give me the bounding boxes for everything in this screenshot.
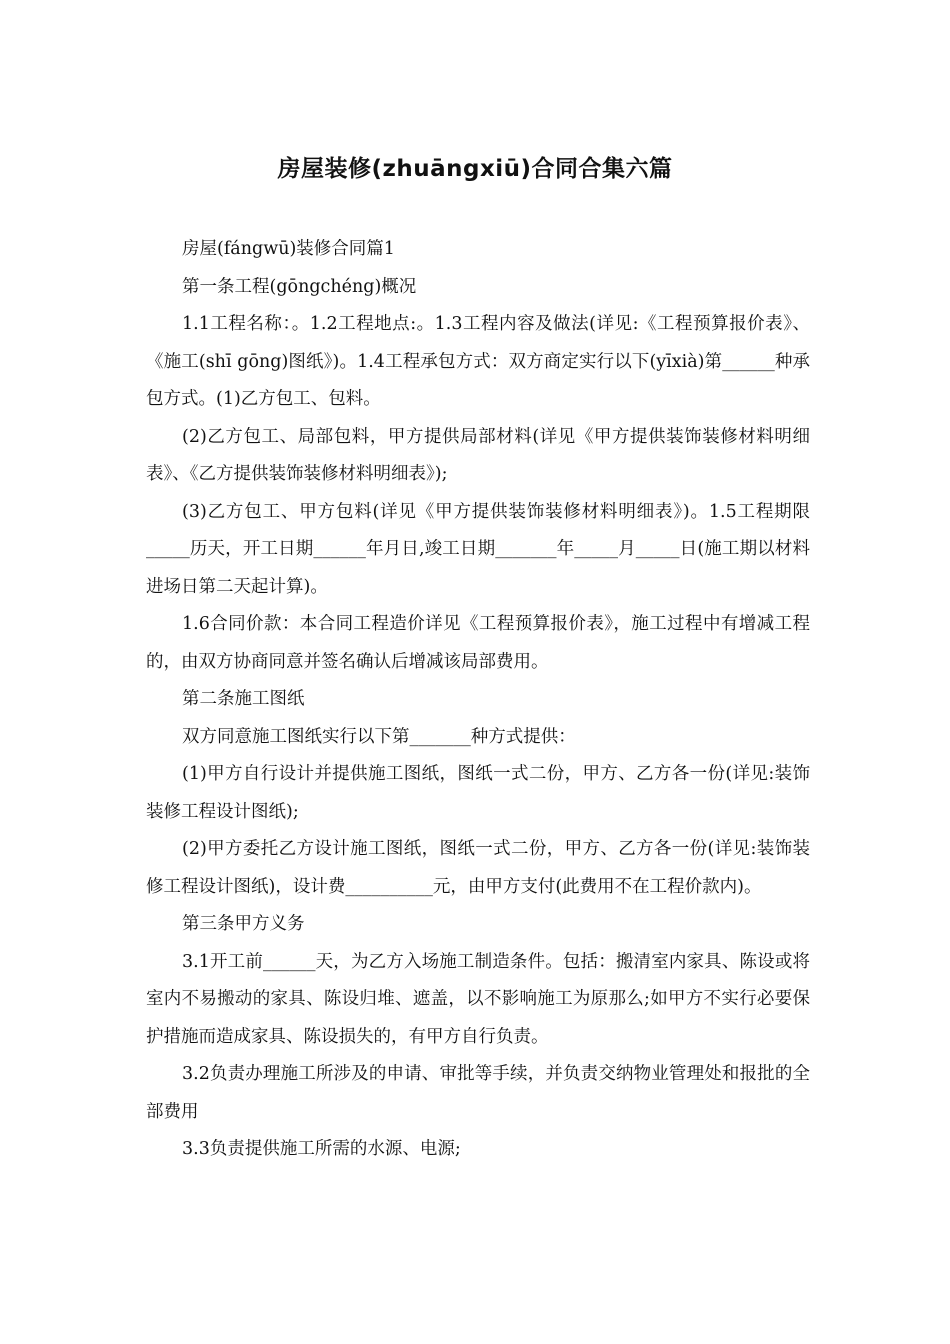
paragraph-option-2: (2)乙方包工、局部包料，甲方提供局部材料(详见《甲方提供装饰装修材料明细表》、《乙方提供装饰装修材料明细表》); (146, 426, 810, 484)
paragraph-article-1-heading: 第一条工程(gōngchéng)概况 (182, 276, 417, 297)
paragraph-3-1: 3.1开工前______天，为乙方入场施工制造条件。包括：搬清室内家具、陈设或将室内不易搬动的家具、陈设归堆、遮盖，以不影响施工为原那么;如甲方不实行必要保护措施而造成家具、陈设损失的，有甲方自行负责。 (146, 951, 810, 1047)
paragraph-3-2: 3.2负责办理施工所涉及的申请、审批等手续，并负责交纳物业管理处和报批的全部费用 (146, 1064, 810, 1122)
paragraph-option-3-and-1-5: (3)乙方包工、甲方包料(详见《甲方提供装饰装修材料明细表》)。1.5工程期限_____历天，开工日期______年月日,竣工日期_______年_____月_____日(施工期以材料进场日第二天起计算)。 (146, 501, 810, 597)
paragraph-1-6: 1.6合同价款：本合同工程造价详见《工程预算报价表》，施工过程中有增减工程的，由双方协商同意并签名确认后增减该局部费用。 (146, 614, 810, 672)
paragraph-1-1-to-1-4: 1.1工程名称：。1.2工程地点:。1.3工程内容及做法(详见:《工程预算报价表》、《施工(shī gōng)图纸》)。1.4工程承包方式：双方商定实行以下(yīxià)第______种承包方式。(1)乙方包工、包料。 (146, 314, 810, 409)
paragraph-drawing-option-1: (1)甲方自行设计并提供施工图纸，图纸一式二份，甲方、乙方各一份(详见:装饰装修工程设计图纸); (146, 764, 810, 822)
paragraph-drawing-option-2: (2)甲方委托乙方设计施工图纸，图纸一式二份，甲方、乙方各一份(详见:装饰装修工程设计图纸)，设计费__________元，由甲方支付(此费用不在工程价款内)。 (146, 839, 810, 897)
paragraph-contract-heading: 房屋(fángwū)装修合同篇1 (182, 239, 395, 259)
paragraph-drawing-method: 双方同意施工图纸实行以下第_______种方式提供： (182, 726, 576, 747)
paragraph-article-2-heading: 第二条施工图纸 (182, 689, 305, 709)
paragraph-article-3-heading: 第三条甲方义务 (182, 914, 305, 934)
document-body (146, 231, 810, 1169)
document-title: 房屋装修(zhuāngxiū)合同合集六篇 (277, 156, 673, 182)
paragraph-3-3: 3.3负责提供施工所需的水源、电源; (182, 1139, 461, 1159)
